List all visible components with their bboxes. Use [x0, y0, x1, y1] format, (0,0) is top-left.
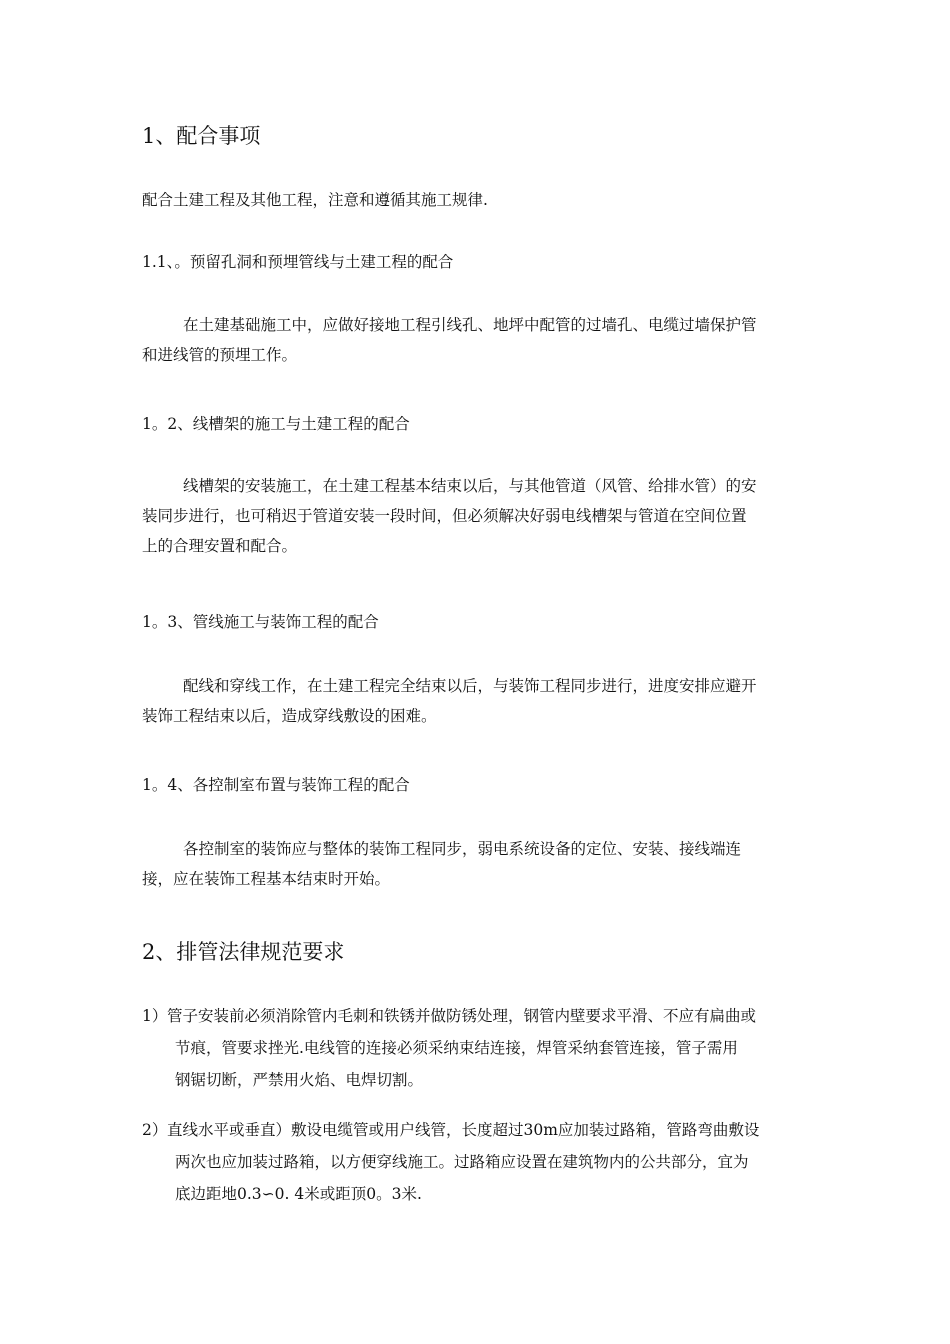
list-item-line: 直线水平或垂直）敷设电缆管或用户线管，长度超过30m应加装过路箱，管路弯曲敷设: [167, 1121, 760, 1139]
section-1-2-paragraph: [142, 471, 814, 561]
paragraph-line: 配线和穿线工作，在土建工程完全结束以后，与装饰工程同步进行，进度安排应避开: [183, 677, 757, 695]
paragraph-line: 接，应在装饰工程基本结束时开始。: [142, 870, 391, 888]
section-1-3-title: 1。3、管线施工与装饰工程的配合: [142, 613, 379, 631]
list-item-number: 2）: [142, 1121, 168, 1139]
list-item-line: 节痕，管要求挫光.电线管的连接必须采纳束结连接，焊管采纳套管连接，管子需用: [175, 1039, 738, 1057]
section-1-4-paragraph: [142, 834, 814, 894]
section-1-1-paragraph: [142, 310, 814, 370]
list-item-line: 底边距地0.3∽0. 4米或距顶0。3米.: [175, 1185, 422, 1203]
list-item: [142, 1000, 814, 1096]
paragraph-line: 装饰工程结束以后，造成穿线敷设的困难。: [142, 707, 437, 725]
section-1-3-paragraph: [142, 671, 814, 731]
section-1-1-title: 1.1、。预留孔洞和预埋管线与土建工程的配合: [142, 253, 454, 271]
paragraph-line: 装同步进行，也可稍迟于管道安装一段时间，但必须解决好弱电线槽架与管道在空间位置: [142, 507, 747, 525]
list-item-line: 钢锯切断，严禁用火焰、电焊切割。: [175, 1071, 424, 1089]
list-item-line: 两次也应加装过路箱，以方便穿线施工。过路箱应设置在建筑物内的公共部分，宜为: [175, 1153, 749, 1171]
paragraph-line: 线槽架的安装施工，在土建工程基本结束以后，与其他管道（风管、给排水管）的安: [183, 477, 757, 495]
paragraph-line: 在土建基础施工中，应做好接地工程引线孔、地坪中配管的过墙孔、电缆过墙保护管: [183, 316, 757, 334]
heading-2: 2、排管法律规范要求: [142, 940, 345, 964]
paragraph-line: 各控制室的装饰应与整体的装饰工程同步，弱电系统设备的定位、安装、接线端连: [183, 840, 742, 858]
heading-1: 1、配合事项: [142, 124, 261, 148]
section-1-2-title: 1。2、线槽架的施工与土建工程的配合: [142, 415, 410, 433]
list-item: [142, 1114, 814, 1210]
intro-paragraph: 配合土建工程及其他工程，注意和遵循其施工规律.: [142, 191, 488, 209]
paragraph-line: 上的合理安置和配合。: [142, 537, 298, 555]
list-item-line: 管子安装前必须消除管内毛刺和铁锈并做防锈处理，钢管内壁要求平滑、不应有扁曲或: [167, 1007, 757, 1025]
section-1-4-title: 1。4、各控制室布置与装饰工程的配合: [142, 776, 410, 794]
list-item-number: 1）: [142, 1007, 168, 1025]
paragraph-line: 和进线管的预埋工作。: [142, 346, 298, 364]
